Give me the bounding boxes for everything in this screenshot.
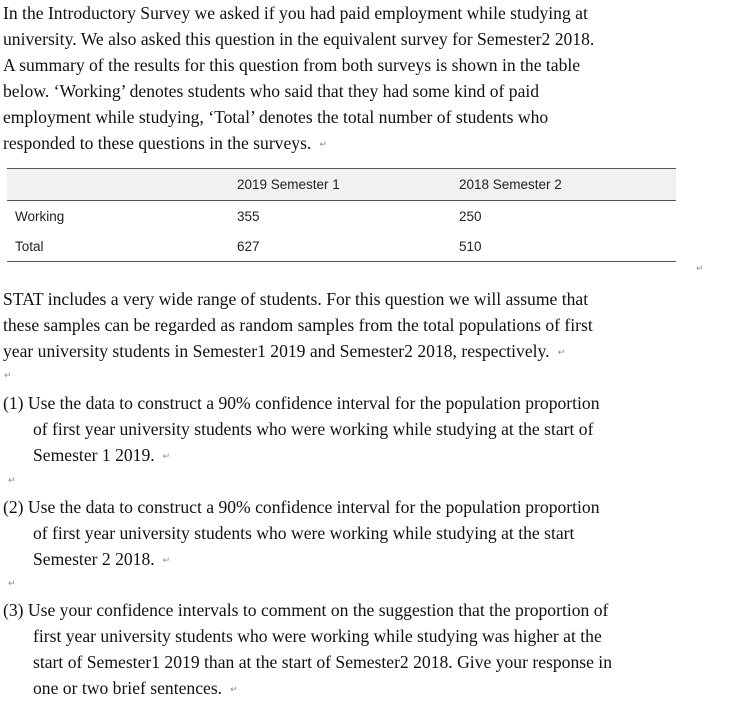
intro-paragraph xyxy=(3,0,594,158)
table-header-cell: 2019 Semester 1 xyxy=(237,177,340,192)
question-3 xyxy=(3,597,612,703)
paragraph-mark-icon: ↵ xyxy=(162,451,171,462)
paragraph-mark-icon: ↵ xyxy=(8,476,16,486)
question-line: of first year university students who were working while studying at the start xyxy=(33,523,575,543)
paragraph-mark-icon: ↵ xyxy=(162,555,171,566)
intro-line: below. ‘Working’ denotes students who said that they had some kind of paid xyxy=(3,81,540,101)
paragraph-mark-icon: ↵ xyxy=(4,371,12,381)
intro-line: In the Introductory Survey we asked if you had paid employment while studying at xyxy=(3,3,588,23)
paragraph-mark-icon: ↵ xyxy=(230,684,238,695)
intro-line: employment while studying, ‘Total’ denotes the total number of students who xyxy=(3,107,549,127)
question-line-last: one or two brief sentences. ↵ xyxy=(33,678,238,698)
table-cell: 250 xyxy=(459,209,482,224)
question-line: first year university students who were working while studying was higher at the xyxy=(33,626,602,646)
table-cell: Working xyxy=(15,209,65,224)
paragraph-mark-icon: ↵ xyxy=(696,264,704,274)
table-cell: Total xyxy=(15,239,44,254)
question-line: start of Semester1 2019 than at the start of Semester2 2018. Give your response in xyxy=(33,652,612,672)
question-2 xyxy=(3,494,600,574)
survey-results-table xyxy=(7,168,676,262)
assumption-paragraph xyxy=(3,286,593,366)
paragraph-mark-icon: ↵ xyxy=(319,139,327,150)
stat-line-last: year university students in Semester1 2019 and Semester2 2018, respectively. ↵ xyxy=(3,341,566,361)
question-first-line: (2) Use the data to construct a 90% confidence interval for the population proportion xyxy=(3,497,600,517)
table-row xyxy=(7,201,676,231)
question-first-line: (3) Use your confidence intervals to comment on the suggestion that the proportion of xyxy=(3,600,609,620)
table-cell: 355 xyxy=(237,209,260,224)
question-1 xyxy=(3,390,600,470)
table-header-cell: 2018 Semester 2 xyxy=(459,177,562,192)
intro-line: A summary of the results for this question from both surveys is shown in the table xyxy=(3,55,581,75)
stat-line: these samples can be regarded as random samples from the total populations of first xyxy=(3,315,593,335)
question-line-last: Semester 2 2018. ↵ xyxy=(33,549,171,569)
stat-line: STAT includes a very wide range of students. For this question we will assume that xyxy=(3,289,589,309)
paragraph-mark-icon: ↵ xyxy=(557,347,566,358)
intro-line: university. We also asked this question in the equivalent survey for Semester2 2018. xyxy=(3,29,595,49)
table-row xyxy=(7,231,676,262)
table-header-row xyxy=(7,168,676,201)
question-line-last: Semester 1 2019. ↵ xyxy=(33,445,171,465)
paragraph-mark-icon: ↵ xyxy=(8,579,16,589)
table-cell: 510 xyxy=(459,239,482,254)
question-line: of first year university students who were working while studying at the start of xyxy=(33,419,594,439)
intro-line-last: responded to these questions in the surveys. ↵ xyxy=(3,133,327,153)
table-cell: 627 xyxy=(237,239,260,254)
question-first-line: (1) Use the data to construct a 90% confidence interval for the population proportion xyxy=(3,393,600,413)
